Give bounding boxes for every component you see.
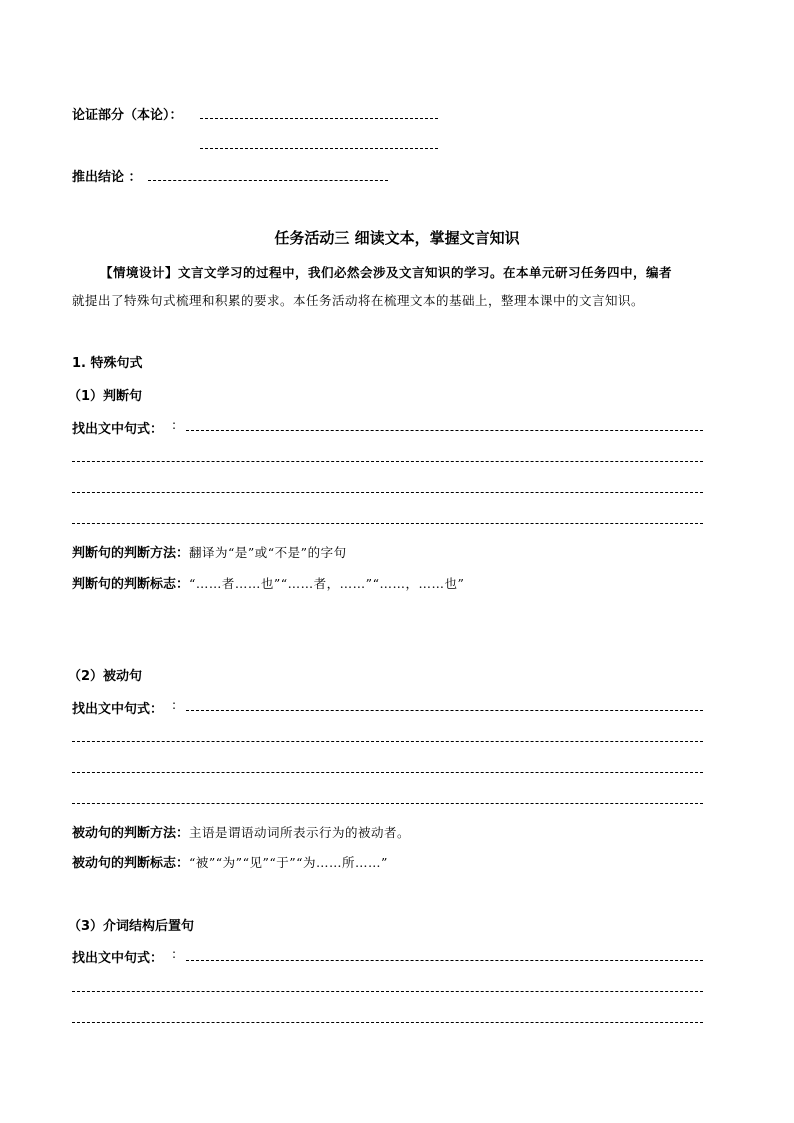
- jieci-answer-line-2[interactable]: [72, 991, 703, 992]
- conclusion-answer-line[interactable]: [148, 180, 388, 181]
- panduan-marker: [72, 573, 464, 592]
- subsection-heading-jieci: （3）介词结构后置句: [68, 919, 195, 934]
- jieci-find-colon: :: [172, 947, 177, 961]
- beidong-answer-line-3[interactable]: [72, 772, 703, 773]
- subsection-heading-panduan: （1）判断句: [68, 389, 143, 404]
- panduan-method: [72, 542, 347, 561]
- jieci-find-label: 找出文中句式：: [72, 951, 164, 966]
- beidong-marker-label: 被动句的判断标志：: [72, 856, 190, 871]
- beidong-method-label: 被动句的判断方法：: [72, 826, 190, 841]
- task-intro-line-2: 就提出了特殊句式梳理和积累的要求。本任务活动将在梳理文本的基础上，整理本课中的文言知识。: [72, 293, 645, 308]
- beidong-method: [72, 822, 410, 841]
- panduan-marker-text: “……者……也”“……者，……”“……，……也”: [189, 576, 465, 591]
- panduan-answer-line-4[interactable]: [72, 523, 703, 524]
- panduan-answer-line-2[interactable]: [72, 461, 703, 462]
- task-intro-text-1: 【情境设计】文言文学习的过程中，我们必然会涉及文言知识的学习。在本单元研习任务四中，编者: [100, 265, 673, 280]
- panduan-find-label: 找出文中句式：: [72, 422, 164, 437]
- beidong-find-label: 找出文中句式：: [72, 702, 164, 717]
- beidong-method-text: 主语是谓语动词所表示行为的被动者。: [189, 825, 411, 840]
- section-heading-special-sentences: 1. 特殊句式: [72, 356, 143, 371]
- jieci-answer-line-1[interactable]: [186, 960, 703, 961]
- panduan-method-text: 翻译为“是”或“不是”的字句: [189, 545, 347, 560]
- task-title: 任务活动三 细读文本，掌握文言知识: [274, 229, 520, 247]
- panduan-answer-line-1[interactable]: [186, 430, 703, 431]
- beidong-answer-line-2[interactable]: [72, 741, 703, 742]
- panduan-find-colon: :: [172, 418, 177, 432]
- jieci-answer-line-3[interactable]: [72, 1022, 703, 1023]
- panduan-answer-line-3[interactable]: [72, 492, 703, 493]
- argument-answer-line-1[interactable]: [200, 118, 438, 119]
- task-intro-line-1: [100, 263, 672, 281]
- beidong-marker-text: “被”“为”“见”“于”“为……所……”: [189, 855, 388, 870]
- argument-answer-line-2[interactable]: [200, 148, 438, 149]
- panduan-method-label: 判断句的判断方法：: [72, 546, 190, 561]
- conclusion-label: 推出结论 ：: [72, 170, 142, 185]
- beidong-marker: [72, 852, 388, 871]
- subsection-heading-beidong: （2）被动句: [68, 669, 143, 684]
- beidong-find-colon: :: [172, 698, 177, 712]
- beidong-answer-line-4[interactable]: [72, 803, 703, 804]
- beidong-answer-line-1[interactable]: [186, 710, 703, 711]
- panduan-marker-label: 判断句的判断标志：: [72, 577, 190, 592]
- argument-label: 论证部分（本论）：: [72, 108, 183, 123]
